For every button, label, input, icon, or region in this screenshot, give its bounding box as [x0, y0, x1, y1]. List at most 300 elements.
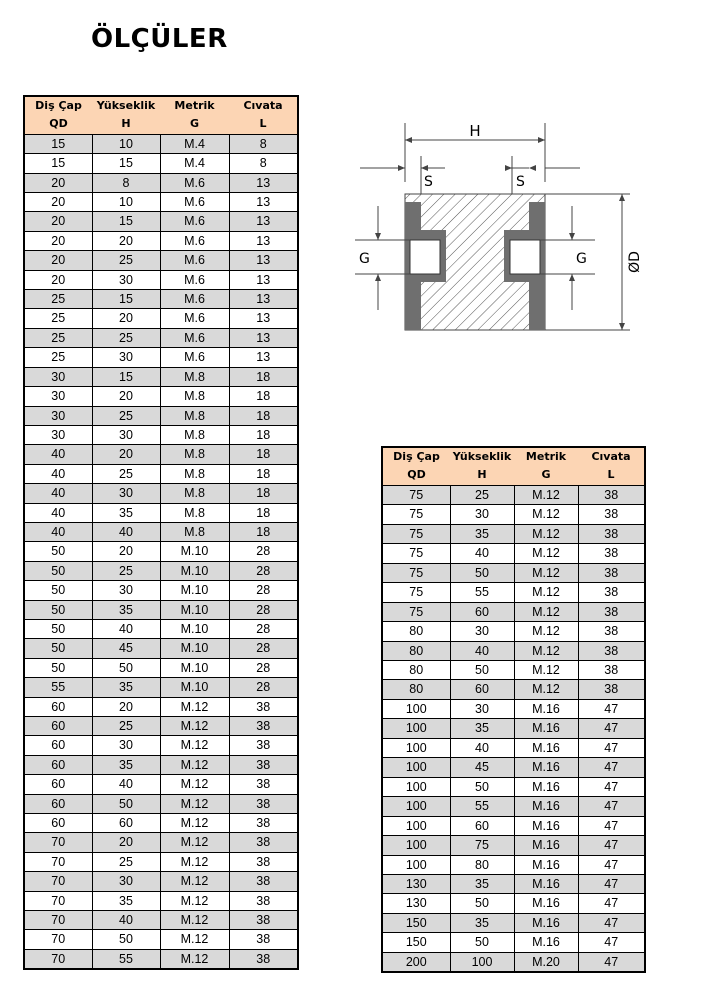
- table-cell: 20: [92, 542, 160, 561]
- table-cell: 75: [382, 602, 450, 621]
- table-cell: 100: [382, 777, 450, 796]
- table-row: [24, 328, 298, 347]
- table-cell: 38: [229, 775, 298, 794]
- table-cell: 100: [382, 738, 450, 757]
- table-cell: 75: [382, 544, 450, 563]
- table-row: [382, 641, 645, 660]
- page-title: ÖLÇÜLER: [91, 24, 228, 54]
- table-row: [24, 290, 298, 309]
- table-cell: 60: [450, 602, 514, 621]
- table-cell: 40: [92, 775, 160, 794]
- table-cell: 55: [24, 678, 92, 697]
- table-cell: 50: [24, 658, 92, 677]
- table-cell: 18: [229, 464, 298, 483]
- table-cell: 150: [382, 913, 450, 932]
- table-cell: M.12: [514, 602, 578, 621]
- table-cell: 28: [229, 678, 298, 697]
- dimension-label-s-right: S: [516, 174, 525, 190]
- table-cell: 60: [450, 816, 514, 835]
- table-cell: 80: [382, 622, 450, 641]
- table-cell: 25: [92, 852, 160, 871]
- table-cell: M.16: [514, 855, 578, 874]
- table-row: [382, 758, 645, 777]
- table-row: [382, 738, 645, 757]
- table-cell: 20: [92, 445, 160, 464]
- table-cell: 38: [229, 717, 298, 736]
- table-cell: M.10: [160, 600, 229, 619]
- table-cell: 18: [229, 367, 298, 386]
- table-row: [382, 933, 645, 952]
- table-row: [382, 797, 645, 816]
- table-cell: 80: [450, 855, 514, 874]
- bushing-cross-section-diagram: [350, 118, 650, 338]
- header-cell: G: [160, 115, 229, 134]
- table-cell: M.16: [514, 719, 578, 738]
- table-cell: 25: [24, 348, 92, 367]
- table-cell: 15: [92, 367, 160, 386]
- table-cell: M.12: [160, 717, 229, 736]
- table-cell: 8: [229, 134, 298, 153]
- table-cell: 70: [24, 872, 92, 891]
- table-cell: 15: [24, 154, 92, 173]
- table-cell: 150: [382, 933, 450, 952]
- table-cell: 100: [382, 816, 450, 835]
- table-row: [24, 814, 298, 833]
- table-cell: M.6: [160, 251, 229, 270]
- table-cell: 38: [229, 852, 298, 871]
- table-cell: 40: [92, 911, 160, 930]
- table-cell: M.12: [514, 641, 578, 660]
- table-cell: 38: [229, 949, 298, 969]
- table-cell: 20: [92, 697, 160, 716]
- table-cell: 38: [578, 583, 645, 602]
- table-row: [24, 173, 298, 192]
- table-cell: 20: [92, 833, 160, 852]
- table-cell: M.12: [160, 911, 229, 930]
- table-cell: M.8: [160, 367, 229, 386]
- table-row: [24, 348, 298, 367]
- header-row: [382, 466, 645, 485]
- table-cell: M.10: [160, 619, 229, 638]
- table-cell: 47: [578, 816, 645, 835]
- table-cell: 20: [24, 193, 92, 212]
- table-cell: 35: [92, 503, 160, 522]
- table-cell: 50: [450, 894, 514, 913]
- table-cell: 47: [578, 836, 645, 855]
- table-cell: M.16: [514, 797, 578, 816]
- table-row: [382, 816, 645, 835]
- table-cell: M.4: [160, 134, 229, 153]
- table-cell: 20: [92, 231, 160, 250]
- table-row: [382, 544, 645, 563]
- header-cell: L: [229, 115, 298, 134]
- table-cell: 70: [24, 949, 92, 969]
- table-cell: 38: [229, 794, 298, 813]
- table-row: [24, 619, 298, 638]
- table-cell: 40: [450, 544, 514, 563]
- table-cell: 10: [92, 193, 160, 212]
- header-cell: G: [514, 466, 578, 485]
- table-cell: 15: [24, 134, 92, 153]
- table-cell: 38: [229, 833, 298, 852]
- table-cell: 70: [24, 930, 92, 949]
- table-cell: M.8: [160, 503, 229, 522]
- table-cell: 13: [229, 193, 298, 212]
- table-cell: 38: [578, 660, 645, 679]
- table-cell: 50: [92, 930, 160, 949]
- table-cell: M.8: [160, 464, 229, 483]
- table-cell: 13: [229, 212, 298, 231]
- table-cell: 100: [382, 836, 450, 855]
- table-cell: 18: [229, 425, 298, 444]
- table-cell: 40: [24, 522, 92, 541]
- table-cell: 47: [578, 719, 645, 738]
- table-cell: M.20: [514, 952, 578, 972]
- table-cell: 50: [24, 600, 92, 619]
- table-cell: M.12: [514, 524, 578, 543]
- table-cell: M.12: [514, 485, 578, 504]
- table-row: [24, 872, 298, 891]
- table-cell: 40: [24, 445, 92, 464]
- table-cell: 20: [24, 212, 92, 231]
- table-row: [24, 930, 298, 949]
- table-cell: 20: [92, 309, 160, 328]
- table-cell: 35: [450, 524, 514, 543]
- table-cell: 18: [229, 387, 298, 406]
- table-cell: M.12: [160, 697, 229, 716]
- table-row: [382, 777, 645, 796]
- table-row: [24, 775, 298, 794]
- table-cell: 60: [92, 814, 160, 833]
- table-cell: 35: [450, 719, 514, 738]
- table-row: [24, 387, 298, 406]
- table-cell: M.12: [160, 852, 229, 871]
- table-cell: 47: [578, 952, 645, 972]
- table-cell: M.10: [160, 658, 229, 677]
- table-cell: M.8: [160, 522, 229, 541]
- table-row: [24, 852, 298, 871]
- table-row: [24, 755, 298, 774]
- table-cell: 60: [24, 697, 92, 716]
- table-cell: M.16: [514, 894, 578, 913]
- table-cell: 75: [382, 563, 450, 582]
- table-cell: M.6: [160, 328, 229, 347]
- table-cell: 38: [229, 736, 298, 755]
- table-cell: M.12: [160, 891, 229, 910]
- table-cell: 28: [229, 600, 298, 619]
- table-cell: 100: [450, 952, 514, 972]
- table-cell: 28: [229, 581, 298, 600]
- table-cell: M.12: [514, 583, 578, 602]
- table-cell: 80: [382, 641, 450, 660]
- table-cell: 38: [229, 930, 298, 949]
- table-cell: 100: [382, 758, 450, 777]
- table-cell: 40: [24, 484, 92, 503]
- header-cell: Metrik: [514, 447, 578, 466]
- table-row: [382, 660, 645, 679]
- table-cell: 47: [578, 758, 645, 777]
- table-cell: 130: [382, 894, 450, 913]
- table-row: [382, 719, 645, 738]
- table-row: [382, 894, 645, 913]
- table-cell: 25: [92, 406, 160, 425]
- table-cell: 50: [24, 581, 92, 600]
- table-cell: M.12: [514, 622, 578, 641]
- table-row: [24, 270, 298, 289]
- table-cell: 13: [229, 231, 298, 250]
- table-cell: M.10: [160, 639, 229, 658]
- table-cell: 38: [578, 641, 645, 660]
- table-cell: 15: [92, 290, 160, 309]
- header-cell: Diş Çap: [382, 447, 450, 466]
- table-cell: 47: [578, 894, 645, 913]
- table-cell: 25: [24, 328, 92, 347]
- table-cell: 38: [578, 602, 645, 621]
- table-cell: 25: [92, 561, 160, 580]
- table-cell: 30: [24, 406, 92, 425]
- table-cell: 60: [24, 814, 92, 833]
- table-cell: 38: [578, 524, 645, 543]
- header-cell: Yükseklik: [450, 447, 514, 466]
- table-cell: 80: [382, 660, 450, 679]
- table-cell: M.12: [160, 872, 229, 891]
- table-cell: 38: [229, 872, 298, 891]
- dimension-label-h: H: [469, 122, 481, 140]
- table-cell: 50: [92, 658, 160, 677]
- table-cell: 30: [92, 736, 160, 755]
- table-row: [24, 794, 298, 813]
- table-cell: 20: [24, 270, 92, 289]
- table-row: [24, 736, 298, 755]
- table-cell: 70: [24, 852, 92, 871]
- table-row: [382, 680, 645, 699]
- table-cell: 35: [92, 755, 160, 774]
- table-cell: 70: [24, 891, 92, 910]
- table-row: [24, 639, 298, 658]
- table-cell: 18: [229, 484, 298, 503]
- header-row: [24, 96, 298, 115]
- table-cell: M.16: [514, 874, 578, 893]
- table-cell: 30: [92, 270, 160, 289]
- table-cell: 47: [578, 777, 645, 796]
- table-cell: 40: [24, 464, 92, 483]
- table-cell: 38: [229, 755, 298, 774]
- table-cell: 8: [229, 154, 298, 173]
- table-cell: 15: [92, 154, 160, 173]
- table-cell: 13: [229, 309, 298, 328]
- table-cell: M.16: [514, 913, 578, 932]
- table-cell: 30: [92, 581, 160, 600]
- table-cell: M.16: [514, 816, 578, 835]
- table-cell: 40: [450, 738, 514, 757]
- table-cell: 47: [578, 933, 645, 952]
- dimension-label-od: ØD: [627, 251, 643, 273]
- table-cell: 35: [450, 913, 514, 932]
- table-cell: M.6: [160, 173, 229, 192]
- table-cell: 60: [24, 775, 92, 794]
- table-cell: 60: [24, 755, 92, 774]
- header-cell: Yükseklik: [92, 96, 160, 115]
- table-cell: 60: [24, 794, 92, 813]
- table-cell: 30: [92, 484, 160, 503]
- table-row: [24, 581, 298, 600]
- table-cell: 75: [450, 836, 514, 855]
- table-row: [382, 602, 645, 621]
- table-cell: 47: [578, 874, 645, 893]
- table-row: [382, 855, 645, 874]
- table-cell: 40: [24, 503, 92, 522]
- table-cell: M.6: [160, 309, 229, 328]
- table-row: [24, 522, 298, 541]
- table-cell: 75: [382, 505, 450, 524]
- table-cell: 130: [382, 874, 450, 893]
- table-cell: 8: [92, 173, 160, 192]
- table-cell: M.4: [160, 154, 229, 173]
- table-cell: M.16: [514, 758, 578, 777]
- table-cell: 13: [229, 251, 298, 270]
- table-row: [24, 425, 298, 444]
- table-cell: 38: [229, 891, 298, 910]
- table-cell: M.12: [514, 544, 578, 563]
- table-row: [24, 717, 298, 736]
- table-cell: 35: [450, 874, 514, 893]
- table-cell: 70: [24, 911, 92, 930]
- table-row: [24, 697, 298, 716]
- table-cell: 30: [92, 348, 160, 367]
- table-row: [382, 913, 645, 932]
- table-row: [382, 874, 645, 893]
- table-cell: 25: [92, 464, 160, 483]
- table-cell: 70: [24, 833, 92, 852]
- table-cell: 75: [382, 583, 450, 602]
- table-cell: 30: [450, 622, 514, 641]
- table-cell: 45: [92, 639, 160, 658]
- table-cell: 35: [92, 600, 160, 619]
- table-cell: 60: [24, 717, 92, 736]
- table-cell: 50: [92, 794, 160, 813]
- table-cell: 30: [450, 699, 514, 718]
- table-cell: 28: [229, 619, 298, 638]
- table-cell: 200: [382, 952, 450, 972]
- table-row: [24, 600, 298, 619]
- table-row: [24, 678, 298, 697]
- table-row: [24, 251, 298, 270]
- table-cell: 55: [450, 797, 514, 816]
- table-cell: 38: [578, 680, 645, 699]
- table-cell: 55: [92, 949, 160, 969]
- dimension-label-g-left: G: [359, 251, 370, 267]
- table-cell: M.6: [160, 212, 229, 231]
- table-cell: M.16: [514, 777, 578, 796]
- header-cell: H: [92, 115, 160, 134]
- table-cell: M.8: [160, 425, 229, 444]
- table-row: [382, 699, 645, 718]
- table-row: [24, 445, 298, 464]
- table-cell: 75: [382, 485, 450, 504]
- table-cell: 55: [450, 583, 514, 602]
- table-row: [24, 406, 298, 425]
- table-cell: 28: [229, 658, 298, 677]
- dimension-label-g-right: G: [576, 251, 587, 267]
- table-cell: 38: [229, 814, 298, 833]
- table-cell: 60: [24, 736, 92, 755]
- header-cell: L: [578, 466, 645, 485]
- table-row: [24, 503, 298, 522]
- table-cell: 38: [578, 485, 645, 504]
- table-cell: M.8: [160, 387, 229, 406]
- table-cell: 18: [229, 445, 298, 464]
- dimension-label-s-left: S: [424, 174, 433, 190]
- table-row: [382, 836, 645, 855]
- table-cell: 100: [382, 699, 450, 718]
- table-cell: 25: [24, 290, 92, 309]
- table-cell: 50: [24, 542, 92, 561]
- table-row: [24, 309, 298, 328]
- table-cell: M.8: [160, 484, 229, 503]
- table-cell: M.6: [160, 193, 229, 212]
- table-cell: 30: [24, 387, 92, 406]
- table-cell: 30: [92, 425, 160, 444]
- table-cell: 47: [578, 913, 645, 932]
- table-cell: 13: [229, 270, 298, 289]
- table-cell: 20: [92, 387, 160, 406]
- table-cell: 15: [92, 212, 160, 231]
- table-cell: 75: [382, 524, 450, 543]
- table-cell: 40: [450, 641, 514, 660]
- table-cell: 47: [578, 738, 645, 757]
- table-cell: 40: [92, 522, 160, 541]
- table-row: [24, 464, 298, 483]
- header-cell: Cıvata: [578, 447, 645, 466]
- table-row: [382, 952, 645, 972]
- table-cell: M.12: [514, 680, 578, 699]
- table-cell: 80: [382, 680, 450, 699]
- table-cell: M.6: [160, 231, 229, 250]
- table-cell: M.16: [514, 933, 578, 952]
- table-cell: M.10: [160, 581, 229, 600]
- table-cell: 38: [578, 544, 645, 563]
- table-cell: 35: [92, 891, 160, 910]
- table-cell: M.10: [160, 542, 229, 561]
- table-cell: 40: [92, 619, 160, 638]
- table-cell: 13: [229, 173, 298, 192]
- table-cell: 38: [578, 505, 645, 524]
- table-row: [24, 484, 298, 503]
- table-cell: 13: [229, 348, 298, 367]
- dimensions-table-right: [381, 446, 646, 973]
- table-row: [382, 622, 645, 641]
- table-cell: 38: [229, 911, 298, 930]
- table-cell: 100: [382, 797, 450, 816]
- table-cell: 38: [578, 563, 645, 582]
- table-cell: M.12: [160, 949, 229, 969]
- table-cell: 25: [92, 251, 160, 270]
- table-cell: M.12: [514, 660, 578, 679]
- table-cell: 10: [92, 134, 160, 153]
- table-row: [24, 891, 298, 910]
- table-cell: 28: [229, 561, 298, 580]
- table-cell: M.6: [160, 270, 229, 289]
- table-cell: 38: [578, 622, 645, 641]
- table-cell: 47: [578, 699, 645, 718]
- table-row: [24, 367, 298, 386]
- table-row: [24, 212, 298, 231]
- table-row: [24, 542, 298, 561]
- table-cell: M.12: [160, 736, 229, 755]
- table-cell: M.12: [160, 794, 229, 813]
- table-cell: 25: [92, 328, 160, 347]
- table-cell: M.16: [514, 699, 578, 718]
